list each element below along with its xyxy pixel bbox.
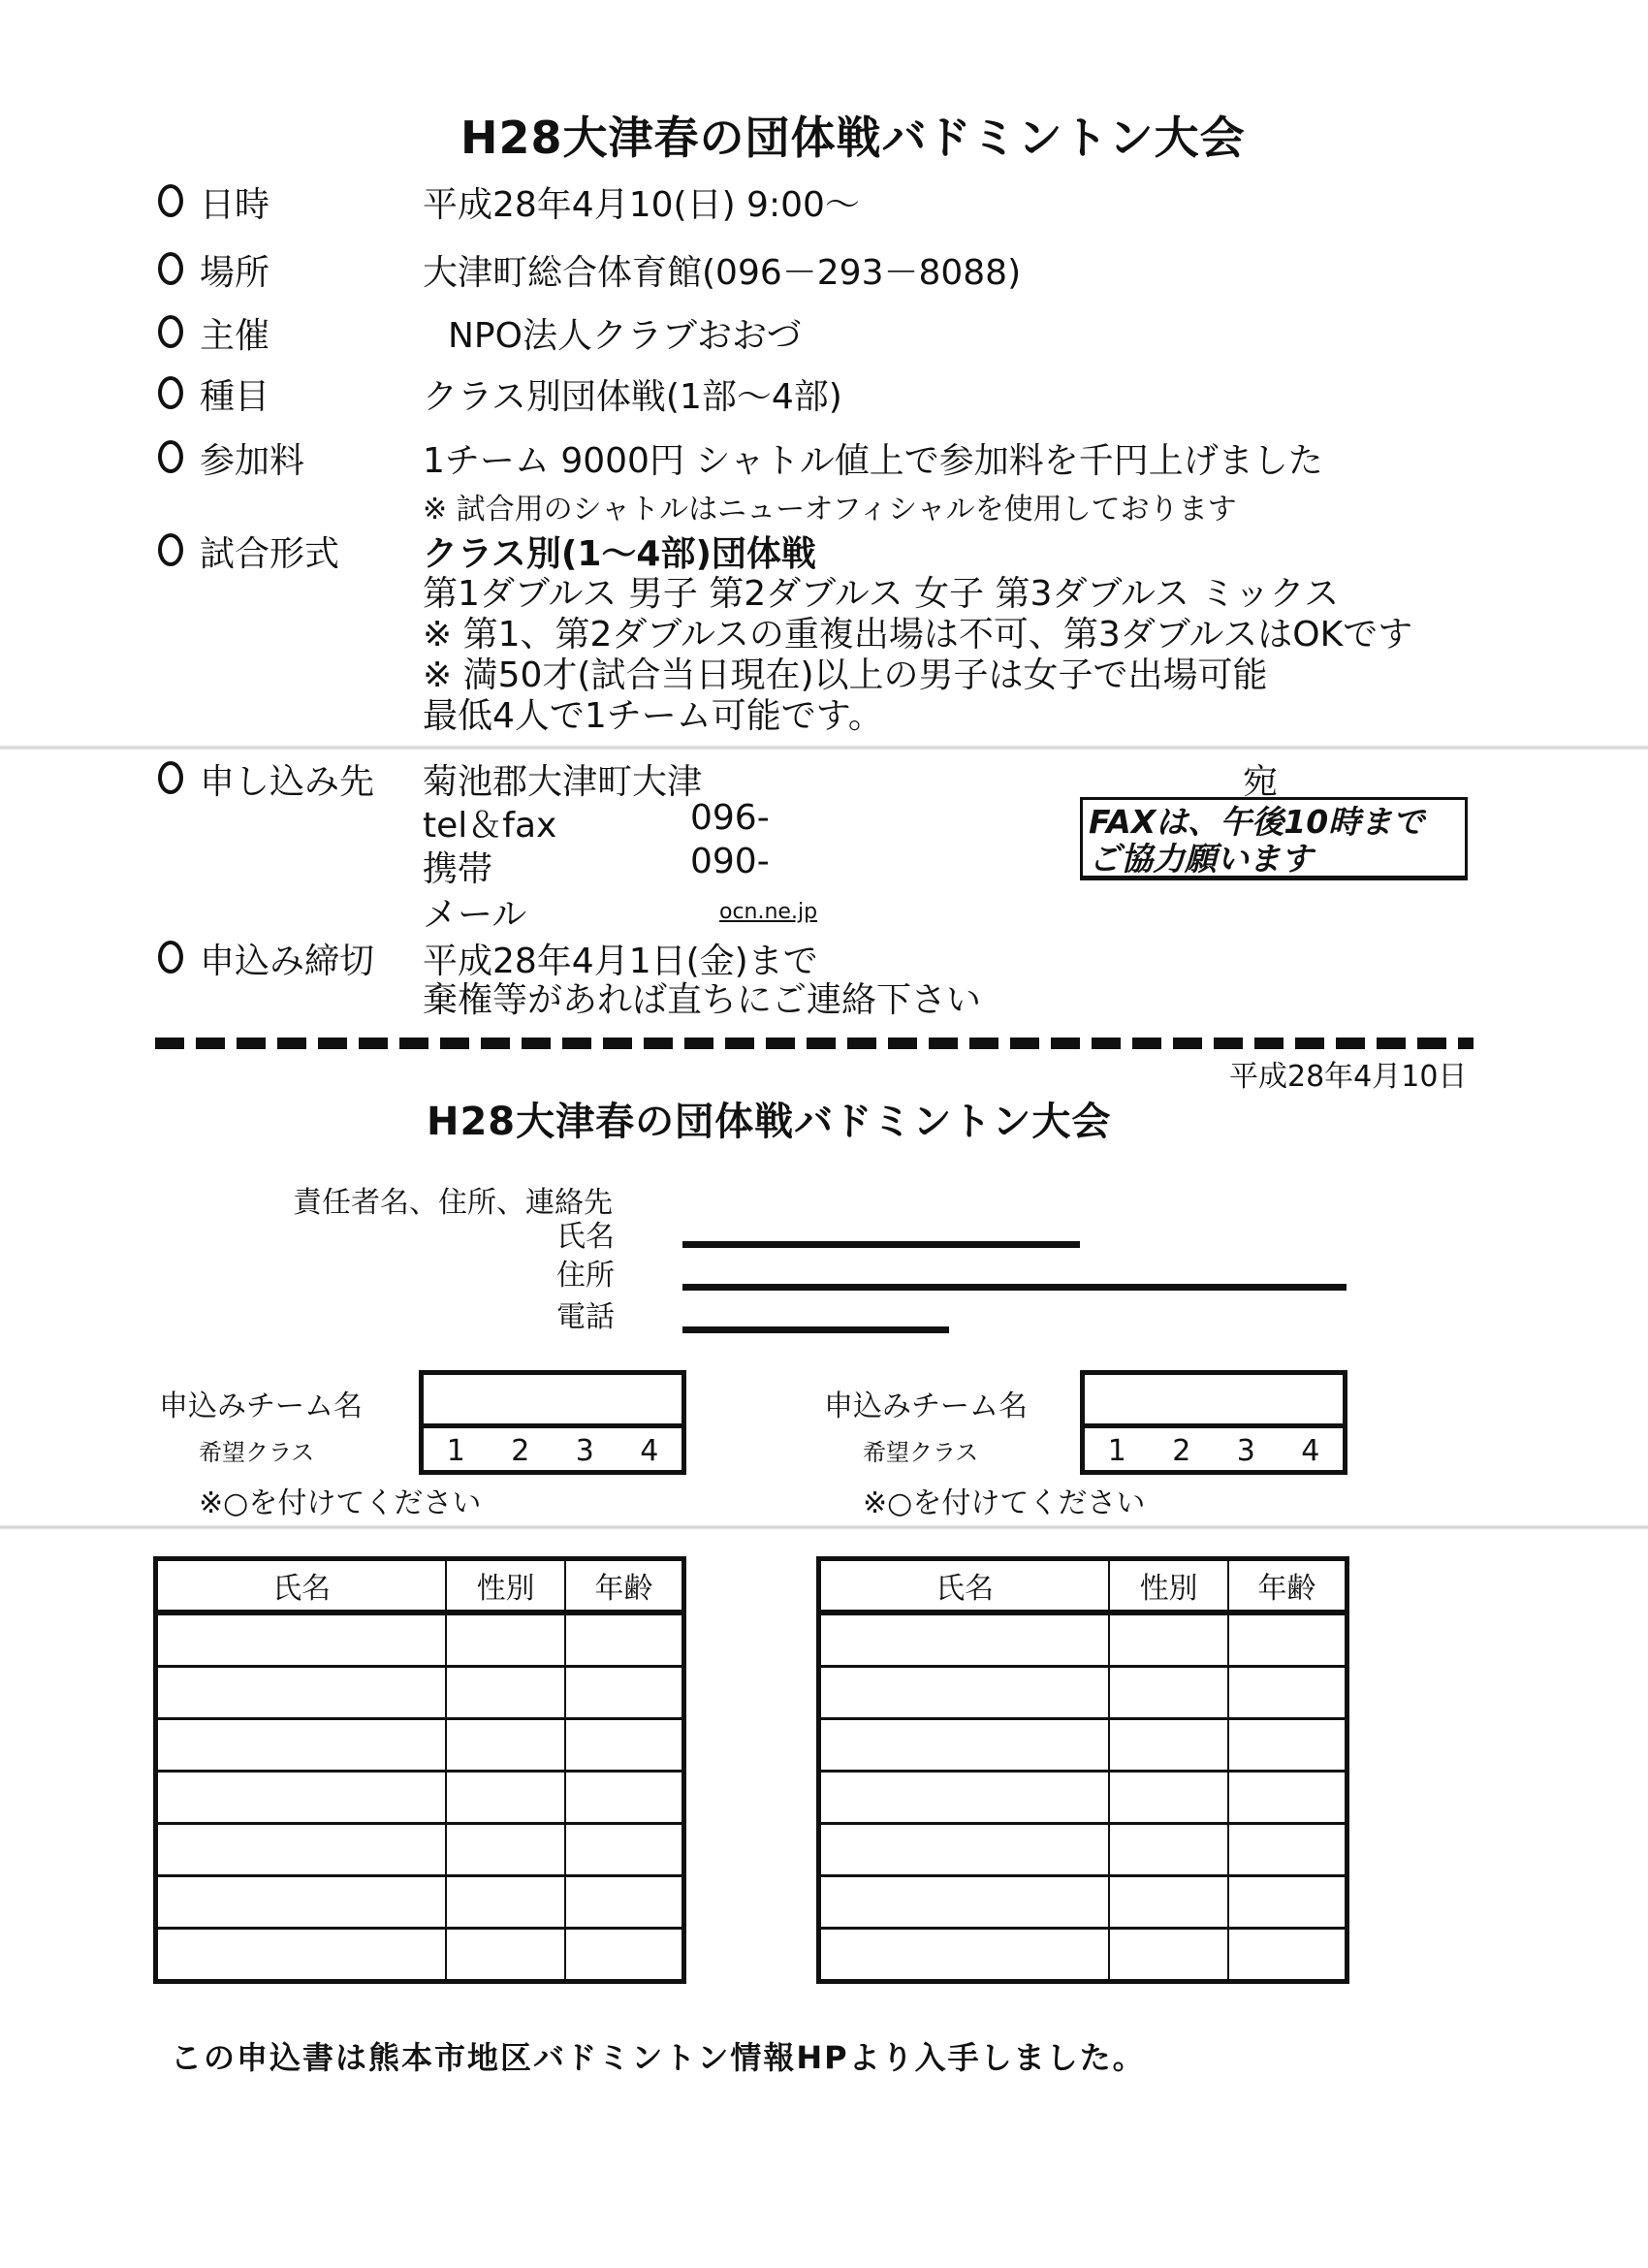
roster-row <box>156 1876 684 1929</box>
age-cell[interactable] <box>565 1667 684 1719</box>
mobile-value: 090- <box>690 842 770 881</box>
row-value: NPO法人クラブおおづ <box>448 316 802 356</box>
name-cell[interactable] <box>819 1667 1110 1719</box>
class-option[interactable]: 2 <box>511 1433 530 1468</box>
age-cell[interactable] <box>565 1613 684 1667</box>
name-cell[interactable] <box>156 1876 447 1929</box>
age-cell[interactable] <box>1228 1876 1347 1929</box>
header-name: 氏名 <box>156 1559 447 1613</box>
roster-row <box>819 1667 1347 1719</box>
row-label: 場所 <box>200 253 270 293</box>
format-line: 第1ダブルス 男子 第2ダブルス 女子 第3ダブルス ミックス <box>423 574 1340 614</box>
circle-bullet-icon <box>158 440 183 473</box>
roster-row <box>819 1719 1347 1772</box>
roster-row <box>819 1876 1347 1929</box>
name-cell[interactable] <box>156 1613 447 1667</box>
row-label: 種目 <box>200 377 270 417</box>
row-label: 主催 <box>200 316 270 356</box>
name-cell[interactable] <box>156 1929 447 1982</box>
format-line: 最低4人で1チーム可能です。 <box>423 696 883 736</box>
cut-line <box>155 1038 1474 1049</box>
team-name-label: 申込みチーム名 <box>824 1390 1028 1423</box>
roster-table-right <box>816 1556 1349 1984</box>
paper-fold-line <box>0 1524 1648 1530</box>
class-note: ※○を付けてください <box>199 1486 482 1520</box>
team-name-input[interactable] <box>1085 1375 1343 1428</box>
form-date: 平成28年4月10日 <box>1229 1060 1468 1094</box>
row-label: 申し込み先 <box>200 762 375 802</box>
gender-cell[interactable] <box>1109 1876 1228 1929</box>
name-cell[interactable] <box>819 1929 1110 1982</box>
circle-bullet-icon <box>158 184 183 217</box>
roster-table-left <box>153 1556 686 1984</box>
circle-bullet-icon <box>158 376 183 409</box>
age-cell[interactable] <box>565 1824 684 1876</box>
circle-bullet-icon <box>158 941 183 974</box>
team-box <box>419 1370 686 1475</box>
age-cell[interactable] <box>565 1929 684 1982</box>
age-cell[interactable] <box>565 1772 684 1824</box>
roster-row <box>819 1929 1347 1982</box>
mail-value: ocn.ne.jp <box>719 900 818 924</box>
age-cell[interactable] <box>1228 1613 1347 1667</box>
name-input-line[interactable] <box>682 1241 1080 1248</box>
class-option[interactable]: 1 <box>1107 1433 1126 1468</box>
gender-cell[interactable] <box>446 1876 565 1929</box>
class-option[interactable]: 3 <box>1236 1433 1255 1468</box>
name-cell[interactable] <box>819 1613 1110 1667</box>
name-cell[interactable] <box>819 1772 1110 1824</box>
fax-note-line-2: ご協力願います <box>1089 840 1313 878</box>
name-cell[interactable] <box>156 1719 447 1772</box>
row-value: 平成28年4月10(日) 9:00～ <box>423 185 860 225</box>
class-note: ※○を付けてください <box>863 1486 1146 1520</box>
class-options <box>424 1428 681 1473</box>
row-label: 申込み締切 <box>200 942 375 981</box>
roster-row <box>156 1613 684 1667</box>
gender-cell[interactable] <box>446 1772 565 1824</box>
age-cell[interactable] <box>1228 1667 1347 1719</box>
gender-cell[interactable] <box>446 1719 565 1772</box>
team-name-input[interactable] <box>424 1375 681 1428</box>
circle-bullet-icon <box>158 533 183 566</box>
mobile-label: 携帯 <box>423 849 493 889</box>
roster-row <box>156 1772 684 1824</box>
class-label: 希望クラス <box>199 1439 315 1466</box>
flyer-title: H28大津春の団体戦バドミントン大会 <box>460 112 1246 164</box>
tel-label: tel＆fax <box>423 806 557 846</box>
class-option[interactable]: 4 <box>640 1433 659 1468</box>
header-age: 年齢 <box>565 1559 684 1613</box>
contact-addressee: 宛 <box>1243 762 1279 802</box>
name-cell[interactable] <box>156 1667 447 1719</box>
row-value: クラス別(1～4部)団体戦 <box>423 534 816 574</box>
row-value: 1チーム 9000円 シャトル値上で参加料を千円上げました <box>423 441 1323 481</box>
class-options <box>1085 1428 1343 1473</box>
header-gender: 性別 <box>1109 1559 1228 1613</box>
roster-row <box>156 1667 684 1719</box>
gender-cell[interactable] <box>1109 1613 1228 1667</box>
name-cell[interactable] <box>156 1772 447 1824</box>
fax-note-line-1: FAXは、午後10時まで <box>1089 803 1425 841</box>
row-label: 試合形式 <box>200 534 340 574</box>
paper-fold-line <box>0 745 1648 751</box>
deadline-note: 棄権等があれば直ちにご連絡下さい <box>423 980 982 1020</box>
row-label: 参加料 <box>200 441 305 481</box>
circle-bullet-icon <box>158 761 183 794</box>
form-title: H28大津春の団体戦バドミントン大会 <box>427 1100 1112 1144</box>
roster-row <box>819 1772 1347 1824</box>
name-cell[interactable] <box>819 1719 1110 1772</box>
class-option[interactable]: 4 <box>1301 1433 1320 1468</box>
age-cell[interactable] <box>565 1876 684 1929</box>
gender-cell[interactable] <box>1109 1929 1228 1982</box>
gender-cell[interactable] <box>446 1929 565 1982</box>
class-option[interactable]: 1 <box>446 1433 465 1468</box>
format-line: ※ 第1、第2ダブルスの重複出場は不可、第3ダブルスはOKです <box>423 615 1413 655</box>
format-line: ※ 満50才(試合当日現在)以上の男子は女子で出場可能 <box>423 655 1268 695</box>
gender-cell[interactable] <box>446 1667 565 1719</box>
address-label: 住所 <box>556 1259 615 1293</box>
age-cell[interactable] <box>1228 1719 1347 1772</box>
footer-note: この申込書は熊本市地区バドミントン情報HPより入手しました。 <box>171 2039 1146 2076</box>
phone-label: 電話 <box>556 1300 615 1334</box>
gender-cell[interactable] <box>1109 1824 1228 1876</box>
age-cell[interactable] <box>1228 1824 1347 1876</box>
deadline-value: 平成28年4月1日(金)まで <box>423 942 818 981</box>
gender-cell[interactable] <box>446 1613 565 1667</box>
responsible-heading: 責任者名、住所、連絡先 <box>293 1186 613 1220</box>
gender-cell[interactable] <box>1109 1667 1228 1719</box>
roster-header-row <box>156 1559 684 1613</box>
row-value: 大津町総合体育館(096－293－8088) <box>423 253 1022 293</box>
circle-bullet-icon <box>158 315 183 348</box>
row-label: 日時 <box>200 185 270 225</box>
header-name: 氏名 <box>819 1559 1110 1613</box>
roster-row <box>819 1824 1347 1876</box>
age-cell[interactable] <box>1228 1929 1347 1982</box>
header-age: 年齢 <box>1228 1559 1347 1613</box>
class-option[interactable]: 3 <box>575 1433 594 1468</box>
header-gender: 性別 <box>446 1559 565 1613</box>
gender-cell[interactable] <box>1109 1772 1228 1824</box>
mail-label: メール <box>423 895 527 935</box>
tel-value: 096- <box>690 798 770 838</box>
name-cell[interactable] <box>819 1824 1110 1876</box>
roster-row <box>156 1824 684 1876</box>
roster-row <box>819 1613 1347 1667</box>
team-box <box>1080 1370 1347 1475</box>
roster-row <box>156 1719 684 1772</box>
fax-notice-box <box>1080 797 1468 880</box>
team-name-label: 申込みチーム名 <box>159 1390 363 1423</box>
name-cell[interactable] <box>156 1824 447 1876</box>
name-cell[interactable] <box>819 1876 1110 1929</box>
name-label: 氏名 <box>556 1220 615 1254</box>
class-label: 希望クラス <box>863 1439 979 1466</box>
contact-address: 菊池郡大津町大津 <box>423 762 703 802</box>
gender-cell[interactable] <box>1109 1719 1228 1772</box>
phone-input-line[interactable] <box>682 1326 949 1333</box>
age-cell[interactable] <box>1228 1772 1347 1824</box>
age-cell[interactable] <box>565 1719 684 1772</box>
fee-note: ※ 試合用のシャトルはニューオフィシャルを使用しております <box>423 493 1237 527</box>
roster-row <box>156 1929 684 1982</box>
class-option[interactable]: 2 <box>1172 1433 1191 1468</box>
gender-cell[interactable] <box>446 1824 565 1876</box>
row-value: クラス別団体戦(1部～4部) <box>423 377 842 417</box>
circle-bullet-icon <box>158 252 183 285</box>
address-input-line[interactable] <box>682 1284 1347 1291</box>
roster-header-row <box>819 1559 1347 1613</box>
